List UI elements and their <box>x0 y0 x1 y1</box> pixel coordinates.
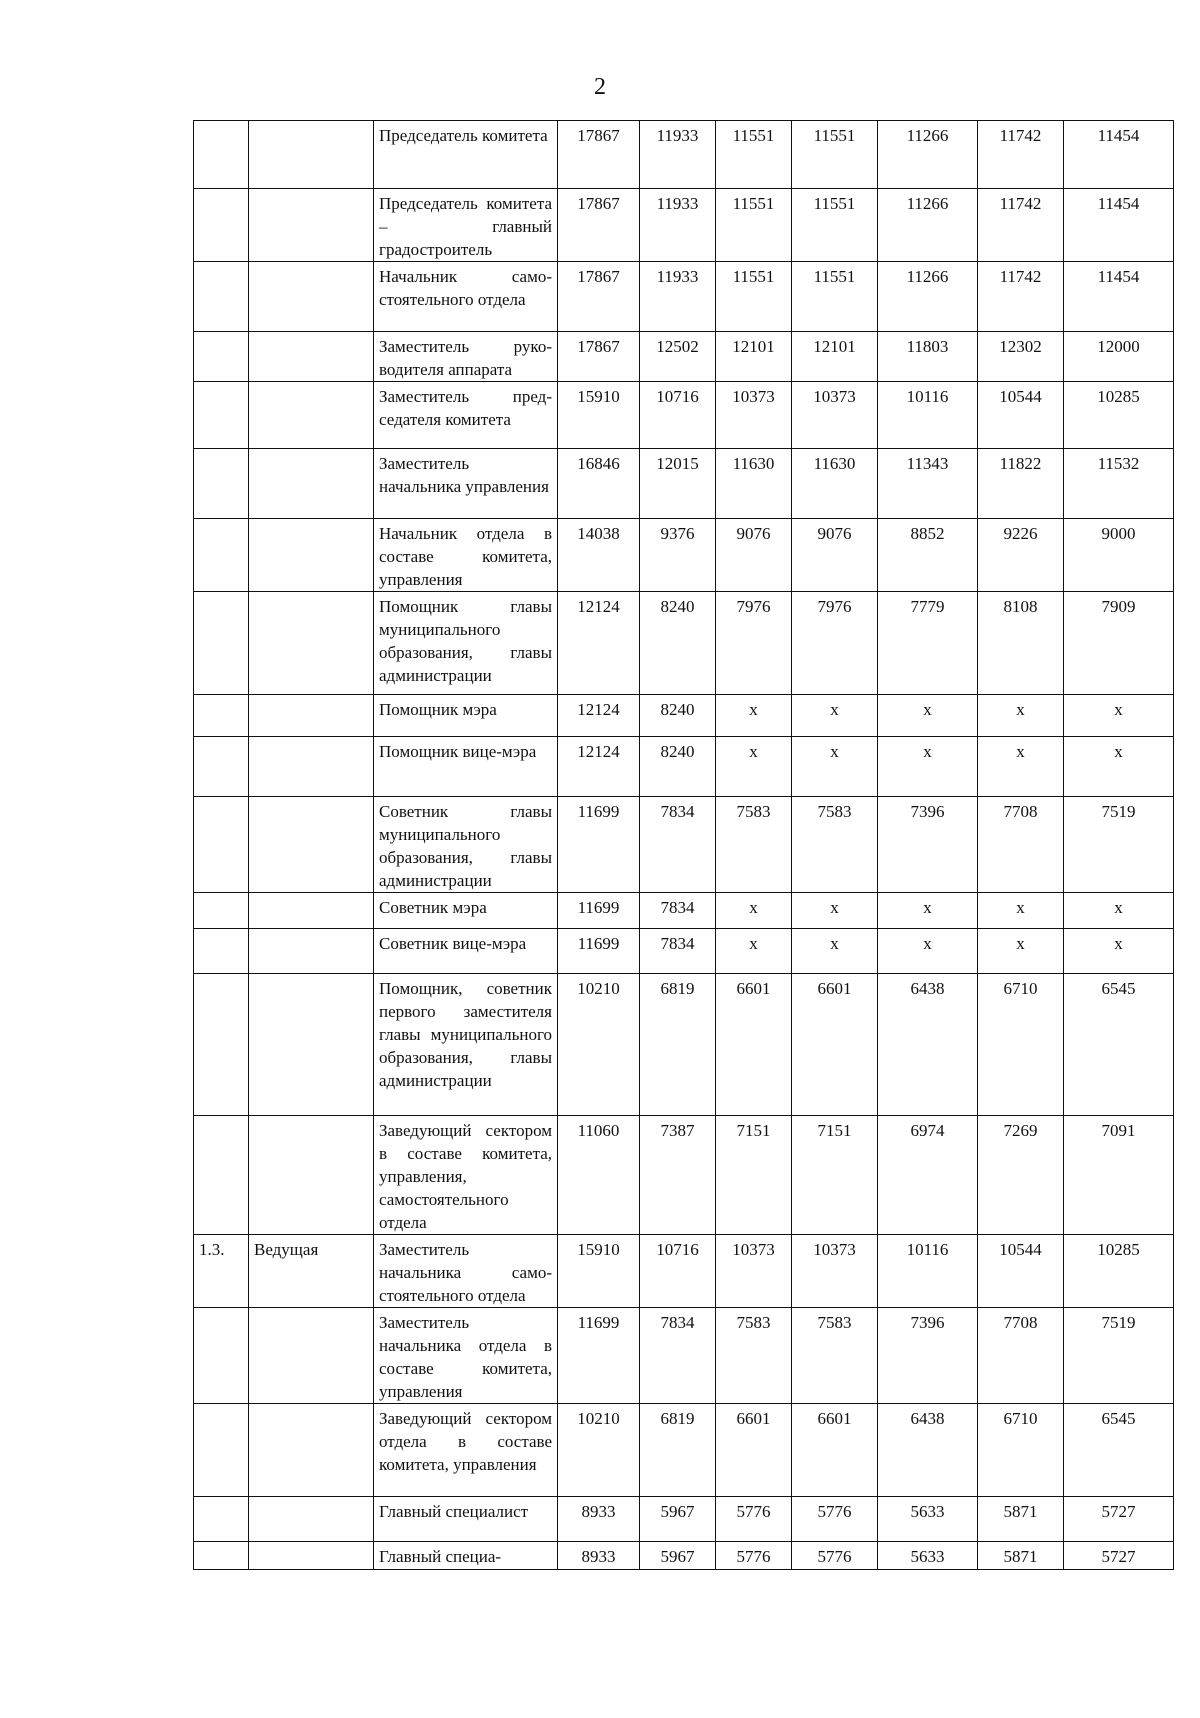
position-group-cell <box>249 1116 374 1235</box>
row-index-cell <box>194 332 249 382</box>
table-row <box>194 121 1174 189</box>
salary-value-cell: 17867 <box>558 121 640 189</box>
salary-value-cell: 10373 <box>716 382 792 449</box>
position-title-cell: Главный специалист <box>374 1497 558 1542</box>
table-row <box>194 1542 1174 1570</box>
salary-value-cell: 17867 <box>558 332 640 382</box>
salary-value-cell: 11343 <box>878 449 978 519</box>
salary-value-cell: 7708 <box>978 797 1064 893</box>
salary-value-cell: x <box>1064 929 1174 974</box>
salary-value-cell: 7976 <box>792 592 878 695</box>
table-row <box>194 1235 1174 1308</box>
salary-value-cell: 7091 <box>1064 1116 1174 1235</box>
position-title-cell: Заместитель начальника управления <box>374 449 558 519</box>
salary-value-cell: 15910 <box>558 382 640 449</box>
salary-value-cell: 5967 <box>640 1497 716 1542</box>
salary-value-cell: 8240 <box>640 737 716 797</box>
salary-value-cell: x <box>978 695 1064 737</box>
salary-value-cell: 7396 <box>878 1308 978 1404</box>
salary-value-cell: 11060 <box>558 1116 640 1235</box>
row-index-cell <box>194 1542 249 1570</box>
row-index-cell <box>194 893 249 929</box>
position-group-cell <box>249 1542 374 1570</box>
position-title-cell: Помощник вице-мэра <box>374 737 558 797</box>
position-group-cell <box>249 1404 374 1497</box>
position-group-cell <box>249 1308 374 1404</box>
position-group-cell <box>249 797 374 893</box>
salary-value-cell: 12502 <box>640 332 716 382</box>
salary-value-cell: 10210 <box>558 1404 640 1497</box>
salary-value-cell: x <box>978 929 1064 974</box>
salary-value-cell: 5633 <box>878 1542 978 1570</box>
salary-value-cell: 6819 <box>640 974 716 1116</box>
salary-value-cell: 12000 <box>1064 332 1174 382</box>
row-index-cell <box>194 592 249 695</box>
table-row <box>194 332 1174 382</box>
salary-value-cell: 12015 <box>640 449 716 519</box>
salary-value-cell: 12124 <box>558 737 640 797</box>
table-row <box>194 262 1174 332</box>
position-group-cell <box>249 332 374 382</box>
row-index-cell <box>194 695 249 737</box>
salary-value-cell: 11551 <box>716 262 792 332</box>
salary-value-cell: 7909 <box>1064 592 1174 695</box>
row-index-cell <box>194 449 249 519</box>
salary-value-cell: x <box>1064 893 1174 929</box>
salary-value-cell: x <box>878 737 978 797</box>
salary-value-cell: 6601 <box>716 1404 792 1497</box>
salary-value-cell: 7976 <box>716 592 792 695</box>
position-group-cell <box>249 262 374 332</box>
salary-value-cell: 6438 <box>878 974 978 1116</box>
salary-value-cell: 7519 <box>1064 797 1174 893</box>
salary-value-cell: 8933 <box>558 1497 640 1542</box>
position-title-cell: Заведующий сектором отдела в составе комитета, управления <box>374 1404 558 1497</box>
salary-value-cell: 7779 <box>878 592 978 695</box>
salary-value-cell: 6545 <box>1064 974 1174 1116</box>
salary-value-cell: 11699 <box>558 1308 640 1404</box>
salary-value-cell: 9076 <box>792 519 878 592</box>
row-index-cell <box>194 1308 249 1404</box>
table-row <box>194 1308 1174 1404</box>
salary-value-cell: 7583 <box>716 797 792 893</box>
salary-value-cell: 6710 <box>978 1404 1064 1497</box>
salary-value-cell: 5776 <box>716 1542 792 1570</box>
salary-value-cell: 7396 <box>878 797 978 893</box>
salary-value-cell: x <box>792 893 878 929</box>
salary-value-cell: 12101 <box>792 332 878 382</box>
salary-value-cell: 10544 <box>978 1235 1064 1308</box>
salary-value-cell: 7583 <box>792 1308 878 1404</box>
salary-value-cell: 17867 <box>558 189 640 262</box>
position-group-cell <box>249 519 374 592</box>
salary-value-cell: 11551 <box>716 189 792 262</box>
salary-value-cell: x <box>878 695 978 737</box>
salary-value-cell: 12124 <box>558 592 640 695</box>
row-index-cell <box>194 121 249 189</box>
row-index-cell <box>194 262 249 332</box>
salary-value-cell: 12302 <box>978 332 1064 382</box>
salary-value-cell: 6601 <box>716 974 792 1116</box>
salary-value-cell: 11551 <box>716 121 792 189</box>
table-row <box>194 1497 1174 1542</box>
salary-value-cell: x <box>716 929 792 974</box>
position-group-cell <box>249 382 374 449</box>
salary-value-cell: 11630 <box>716 449 792 519</box>
table-row <box>194 189 1174 262</box>
salary-value-cell: 8852 <box>878 519 978 592</box>
salary-value-cell: 10285 <box>1064 382 1174 449</box>
position-group-cell <box>249 974 374 1116</box>
salary-value-cell: 11454 <box>1064 189 1174 262</box>
salary-value-cell: 7583 <box>792 797 878 893</box>
position-title-cell: Помощник главы муниципального образования, главы администрации <box>374 592 558 695</box>
position-title-cell: Начальник отдела в составе комитета, управления <box>374 519 558 592</box>
position-title-cell: Помощник мэра <box>374 695 558 737</box>
salary-value-cell: 6545 <box>1064 1404 1174 1497</box>
table-row <box>194 974 1174 1116</box>
salary-value-cell: x <box>978 893 1064 929</box>
salary-value-cell: 7834 <box>640 1308 716 1404</box>
position-title-cell: Председатель комитета – главный градостроитель <box>374 189 558 262</box>
salary-value-cell: 7834 <box>640 893 716 929</box>
salary-value-cell: x <box>792 929 878 974</box>
row-index-cell <box>194 189 249 262</box>
table-row <box>194 592 1174 695</box>
position-title-cell: Помощник, советник первого заместителя главы муниципального образования, главы администрации <box>374 974 558 1116</box>
position-title-cell: Заместитель начальника самостоятельного отдела <box>374 1235 558 1308</box>
salary-value-cell: 5633 <box>878 1497 978 1542</box>
salary-value-cell: 7387 <box>640 1116 716 1235</box>
salary-value-cell: 5727 <box>1064 1497 1174 1542</box>
salary-value-cell: 5967 <box>640 1542 716 1570</box>
salary-value-cell: 15910 <box>558 1235 640 1308</box>
salary-value-cell: 11532 <box>1064 449 1174 519</box>
position-group-cell <box>249 449 374 519</box>
salary-value-cell: x <box>878 893 978 929</box>
salary-value-cell: 8240 <box>640 695 716 737</box>
salary-value-cell: 10210 <box>558 974 640 1116</box>
salary-value-cell: 10544 <box>978 382 1064 449</box>
position-title-cell: Советник мэра <box>374 893 558 929</box>
salary-value-cell: x <box>1064 737 1174 797</box>
salary-value-cell: 7834 <box>640 929 716 974</box>
table-row <box>194 797 1174 893</box>
table-row <box>194 1116 1174 1235</box>
position-title-cell: Советник главы муниципального образования, главы администрации <box>374 797 558 893</box>
salary-value-cell: 7708 <box>978 1308 1064 1404</box>
salary-value-cell: 11742 <box>978 189 1064 262</box>
salary-value-cell: 11933 <box>640 121 716 189</box>
salary-value-cell: 17867 <box>558 262 640 332</box>
table-row <box>194 382 1174 449</box>
salary-value-cell: 14038 <box>558 519 640 592</box>
salary-value-cell: 11803 <box>878 332 978 382</box>
salary-value-cell: x <box>792 737 878 797</box>
salary-value-cell: 5776 <box>792 1497 878 1542</box>
salary-value-cell: 10373 <box>792 382 878 449</box>
salary-value-cell: 12124 <box>558 695 640 737</box>
salary-value-cell: 7834 <box>640 797 716 893</box>
position-group-cell <box>249 121 374 189</box>
row-index-cell <box>194 797 249 893</box>
salary-value-cell: 11699 <box>558 893 640 929</box>
salary-value-cell: 11630 <box>792 449 878 519</box>
row-index-cell <box>194 382 249 449</box>
salary-value-cell: 11454 <box>1064 262 1174 332</box>
salary-value-cell: 11454 <box>1064 121 1174 189</box>
table-row <box>194 1404 1174 1497</box>
salary-value-cell: 12101 <box>716 332 792 382</box>
table-row <box>194 929 1174 974</box>
position-group-cell <box>249 893 374 929</box>
position-group-cell <box>249 695 374 737</box>
position-group-cell: Ведущая <box>249 1235 374 1308</box>
salary-table <box>193 120 1174 1570</box>
salary-value-cell: 5776 <box>716 1497 792 1542</box>
salary-value-cell: 7151 <box>716 1116 792 1235</box>
salary-value-cell: 10285 <box>1064 1235 1174 1308</box>
salary-value-cell: x <box>716 893 792 929</box>
row-index-cell <box>194 1497 249 1542</box>
salary-value-cell: 5871 <box>978 1542 1064 1570</box>
salary-value-cell: 11551 <box>792 189 878 262</box>
position-title-cell: Заведующий сектором в составе комитета, управления, самостоятельного отдела <box>374 1116 558 1235</box>
position-title-cell: Главный специа- <box>374 1542 558 1570</box>
position-title-cell: Заместитель руководителя аппарата <box>374 332 558 382</box>
salary-value-cell: 16846 <box>558 449 640 519</box>
row-index-cell <box>194 1116 249 1235</box>
salary-value-cell: 10716 <box>640 382 716 449</box>
table-row <box>194 893 1174 929</box>
row-index-cell <box>194 1404 249 1497</box>
salary-value-cell: 7269 <box>978 1116 1064 1235</box>
row-index-cell: 1.3. <box>194 1235 249 1308</box>
table-row <box>194 449 1174 519</box>
salary-value-cell: x <box>792 695 878 737</box>
salary-value-cell: 11266 <box>878 121 978 189</box>
salary-value-cell: 10373 <box>792 1235 878 1308</box>
table-row <box>194 519 1174 592</box>
salary-value-cell: 8933 <box>558 1542 640 1570</box>
salary-value-cell: x <box>716 695 792 737</box>
salary-value-cell: 11266 <box>878 189 978 262</box>
salary-value-cell: 11551 <box>792 121 878 189</box>
page-number: 2 <box>594 74 606 100</box>
salary-value-cell: 6438 <box>878 1404 978 1497</box>
salary-value-cell: 11933 <box>640 189 716 262</box>
salary-value-cell: x <box>978 737 1064 797</box>
salary-value-cell: 7151 <box>792 1116 878 1235</box>
position-title-cell: Советник вице-мэра <box>374 929 558 974</box>
salary-value-cell: 9226 <box>978 519 1064 592</box>
salary-value-cell: 6601 <box>792 974 878 1116</box>
row-index-cell <box>194 519 249 592</box>
salary-value-cell: 7519 <box>1064 1308 1174 1404</box>
salary-value-cell: 8108 <box>978 592 1064 695</box>
salary-value-cell: x <box>716 737 792 797</box>
table-row <box>194 695 1174 737</box>
position-title-cell: Председатель комитета <box>374 121 558 189</box>
salary-value-cell: x <box>878 929 978 974</box>
salary-value-cell: 11699 <box>558 797 640 893</box>
salary-value-cell: 9076 <box>716 519 792 592</box>
salary-value-cell: 10116 <box>878 1235 978 1308</box>
table-row <box>194 737 1174 797</box>
position-group-cell <box>249 929 374 974</box>
salary-value-cell: 11742 <box>978 262 1064 332</box>
position-group-cell <box>249 737 374 797</box>
salary-value-cell: 6601 <box>792 1404 878 1497</box>
salary-value-cell: 10716 <box>640 1235 716 1308</box>
row-index-cell <box>194 929 249 974</box>
salary-value-cell: 10116 <box>878 382 978 449</box>
salary-value-cell: 9376 <box>640 519 716 592</box>
salary-value-cell: 11933 <box>640 262 716 332</box>
salary-value-cell: 9000 <box>1064 519 1174 592</box>
salary-value-cell: 5871 <box>978 1497 1064 1542</box>
salary-value-cell: 5727 <box>1064 1542 1174 1570</box>
salary-value-cell: 10373 <box>716 1235 792 1308</box>
salary-value-cell: 11742 <box>978 121 1064 189</box>
position-title-cell: Заместитель начальника отдела в составе комитета, управления <box>374 1308 558 1404</box>
salary-value-cell: 6974 <box>878 1116 978 1235</box>
position-group-cell <box>249 189 374 262</box>
position-group-cell <box>249 592 374 695</box>
position-group-cell <box>249 1497 374 1542</box>
position-title-cell: Начальник самостоятельного отдела <box>374 262 558 332</box>
salary-value-cell: 11551 <box>792 262 878 332</box>
salary-value-cell: 11266 <box>878 262 978 332</box>
salary-value-cell: 7583 <box>716 1308 792 1404</box>
salary-value-cell: 6710 <box>978 974 1064 1116</box>
position-title-cell: Заместитель председателя комитета <box>374 382 558 449</box>
salary-value-cell: 11699 <box>558 929 640 974</box>
row-index-cell <box>194 737 249 797</box>
salary-value-cell: 8240 <box>640 592 716 695</box>
salary-value-cell: 11822 <box>978 449 1064 519</box>
salary-value-cell: x <box>1064 695 1174 737</box>
salary-value-cell: 6819 <box>640 1404 716 1497</box>
salary-value-cell: 5776 <box>792 1542 878 1570</box>
row-index-cell <box>194 974 249 1116</box>
